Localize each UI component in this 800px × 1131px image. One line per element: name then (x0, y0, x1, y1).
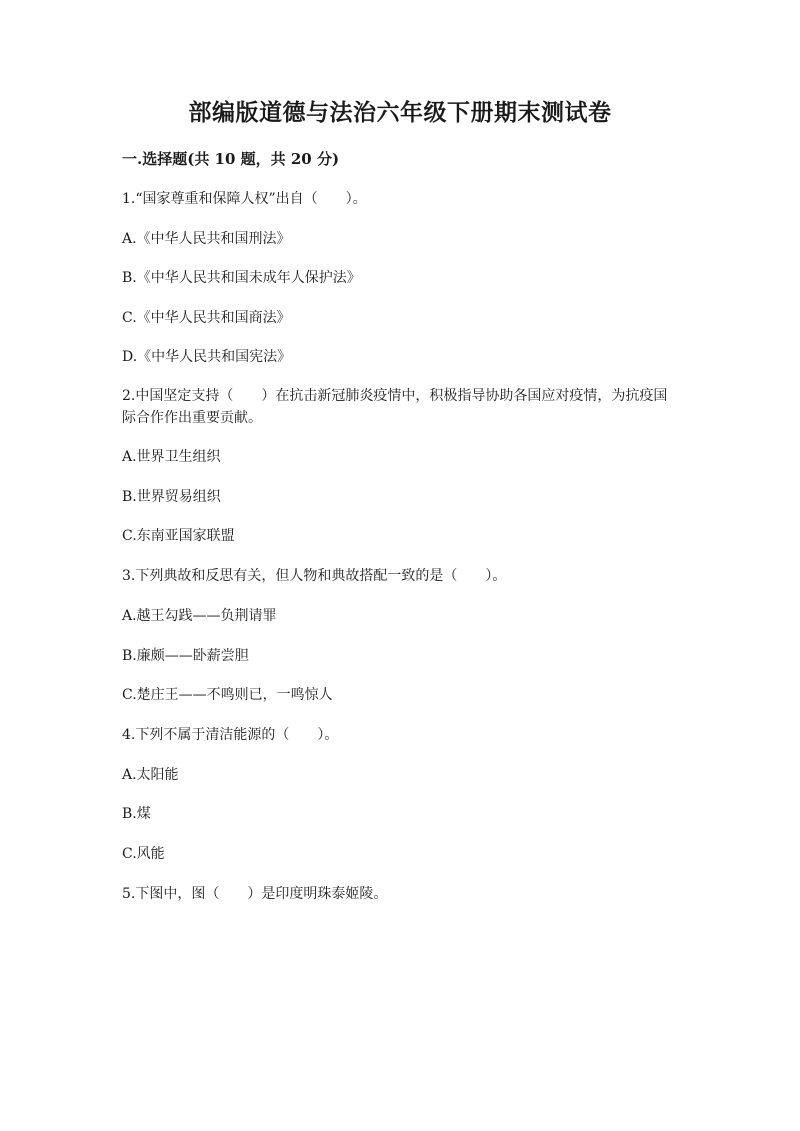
section-heading: 一.选择题(共 10 题，共 20 分) (122, 150, 340, 168)
question-1-option-d: D.《中华人民共和国宪法》 (122, 349, 292, 365)
question-3-option-a: A.越王勾践——负荆请罪 (122, 608, 277, 624)
question-3-option-c: C.楚庄王——不鸣则已，一鸣惊人 (122, 687, 333, 703)
question-4-option-a: A.太阳能 (122, 767, 179, 783)
question-4-option-c: C.风能 (122, 846, 165, 862)
question-4-stem: 4.下列不属于清洁能源的（ ）。 (122, 727, 339, 743)
question-1-option-b: B.《中华人民共和国未成年人保护法》 (122, 270, 361, 286)
question-3-stem: 3.下列典故和反思有关，但人物和典故搭配一致的是（ ）。 (122, 568, 507, 584)
question-1-option-a: A.《中华人民共和国刑法》 (122, 231, 291, 247)
question-1-stem: 1.“国家尊重和保障人权”出自（ ）。 (122, 191, 367, 207)
question-3-option-b: B.廉颇——卧薪尝胆 (122, 648, 249, 664)
question-2-option-a: A.世界卫生组织 (122, 449, 221, 465)
question-4-option-b: B.煤 (122, 806, 151, 822)
question-5-stem: 5.下图中，图（ ）是印度明珠泰姬陵。 (122, 886, 388, 902)
question-2-option-c: C.东南亚国家联盟 (122, 528, 235, 544)
question-2-stem: 2.中国坚定支持（ ）在抗击新冠肺炎疫情中，积极指导协助各国应对疫情，为抗疫国际合作作出重要贡献。 (122, 388, 668, 426)
question-2-option-b: B.世界贸易组织 (122, 489, 221, 505)
document-title: 部编版道德与法治六年级下册期末测试卷 (188, 99, 612, 126)
question-1-option-c: C.《中华人民共和国商法》 (122, 310, 291, 326)
